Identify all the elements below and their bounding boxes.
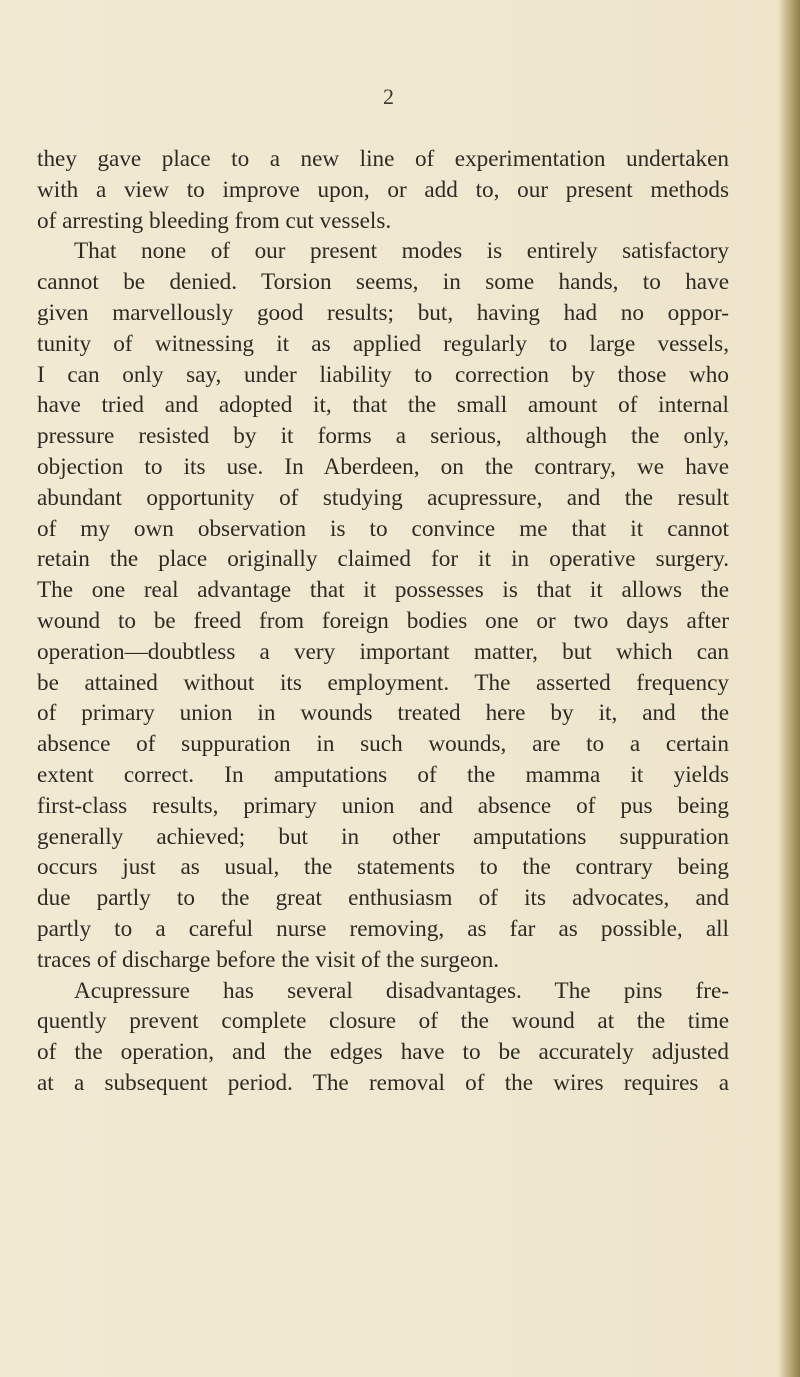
text-line: traces of discharge before the visit of the surgeon. bbox=[37, 946, 500, 973]
text-line: have tried and adopted it, that the small amount of internal bbox=[37, 392, 729, 419]
text-line: of arresting bleeding from cut vessels. bbox=[37, 207, 392, 234]
body-text bbox=[37, 144, 729, 1099]
text-line: quently prevent complete closure of the wound at the time bbox=[37, 1008, 729, 1035]
text-line: Acupressure has several disadvantages. The pins fre- bbox=[74, 977, 729, 1004]
text-line: operation—doubtless a very important matter, but which can bbox=[37, 638, 729, 665]
text-line: partly to a careful nurse removing, as far as possible, all bbox=[37, 915, 729, 942]
text-line: I can only say, under liability to correction by those who bbox=[37, 361, 729, 388]
text-line: of primary union in wounds treated here by it, and the bbox=[37, 700, 729, 727]
text-line: extent correct. In amputations of the mamma it yields bbox=[37, 761, 729, 788]
text-line: abundant opportunity of studying acupressure, and the result bbox=[37, 484, 729, 511]
page-edge bbox=[778, 0, 800, 1377]
text-line: absence of suppuration in such wounds, are to a certain bbox=[37, 731, 729, 758]
text-line: of my own observation is to convince me that it cannot bbox=[37, 515, 729, 542]
text-line: pressure resisted by it forms a serious, although the only, bbox=[37, 423, 729, 450]
text-line: generally achieved; but in other amputations suppuration bbox=[37, 823, 729, 850]
text-line: with a view to improve upon, or add to, our present methods bbox=[37, 176, 729, 203]
text-line: be attained without its employment. The asserted frequency bbox=[37, 669, 729, 696]
page-number: 2 bbox=[383, 84, 394, 109]
text-line: cannot be denied. Torsion seems, in some hands, to have bbox=[37, 269, 729, 296]
text-line: at a subsequent period. The removal of the wires requires a bbox=[37, 1069, 729, 1096]
text-line: first-class results, primary union and absence of pus being bbox=[37, 792, 729, 819]
text-line: given marvellously good results; but, having had no oppor- bbox=[37, 299, 729, 326]
text-line: tunity of witnessing it as applied regularly to large vessels, bbox=[37, 330, 729, 357]
text-line: objection to its use. In Aberdeen, on the contrary, we have bbox=[37, 453, 729, 480]
text-line: occurs just as usual, the statements to the contrary being bbox=[37, 854, 729, 881]
text-line: they gave place to a new line of experimentation undertaken bbox=[37, 146, 729, 172]
text-line: retain the place originally claimed for it in operative surgery. bbox=[37, 546, 729, 573]
text-line: due partly to the great enthusiasm of its advocates, and bbox=[37, 885, 729, 912]
text-line: of the operation, and the edges have to be accurately adjusted bbox=[37, 1039, 729, 1066]
text-line: That none of our present modes is entirely satisfactory bbox=[74, 238, 729, 265]
text-line: The one real advantage that it possesses is that it allows the bbox=[37, 577, 729, 604]
text-line: wound to be freed from foreign bodies one or two days after bbox=[37, 607, 729, 634]
